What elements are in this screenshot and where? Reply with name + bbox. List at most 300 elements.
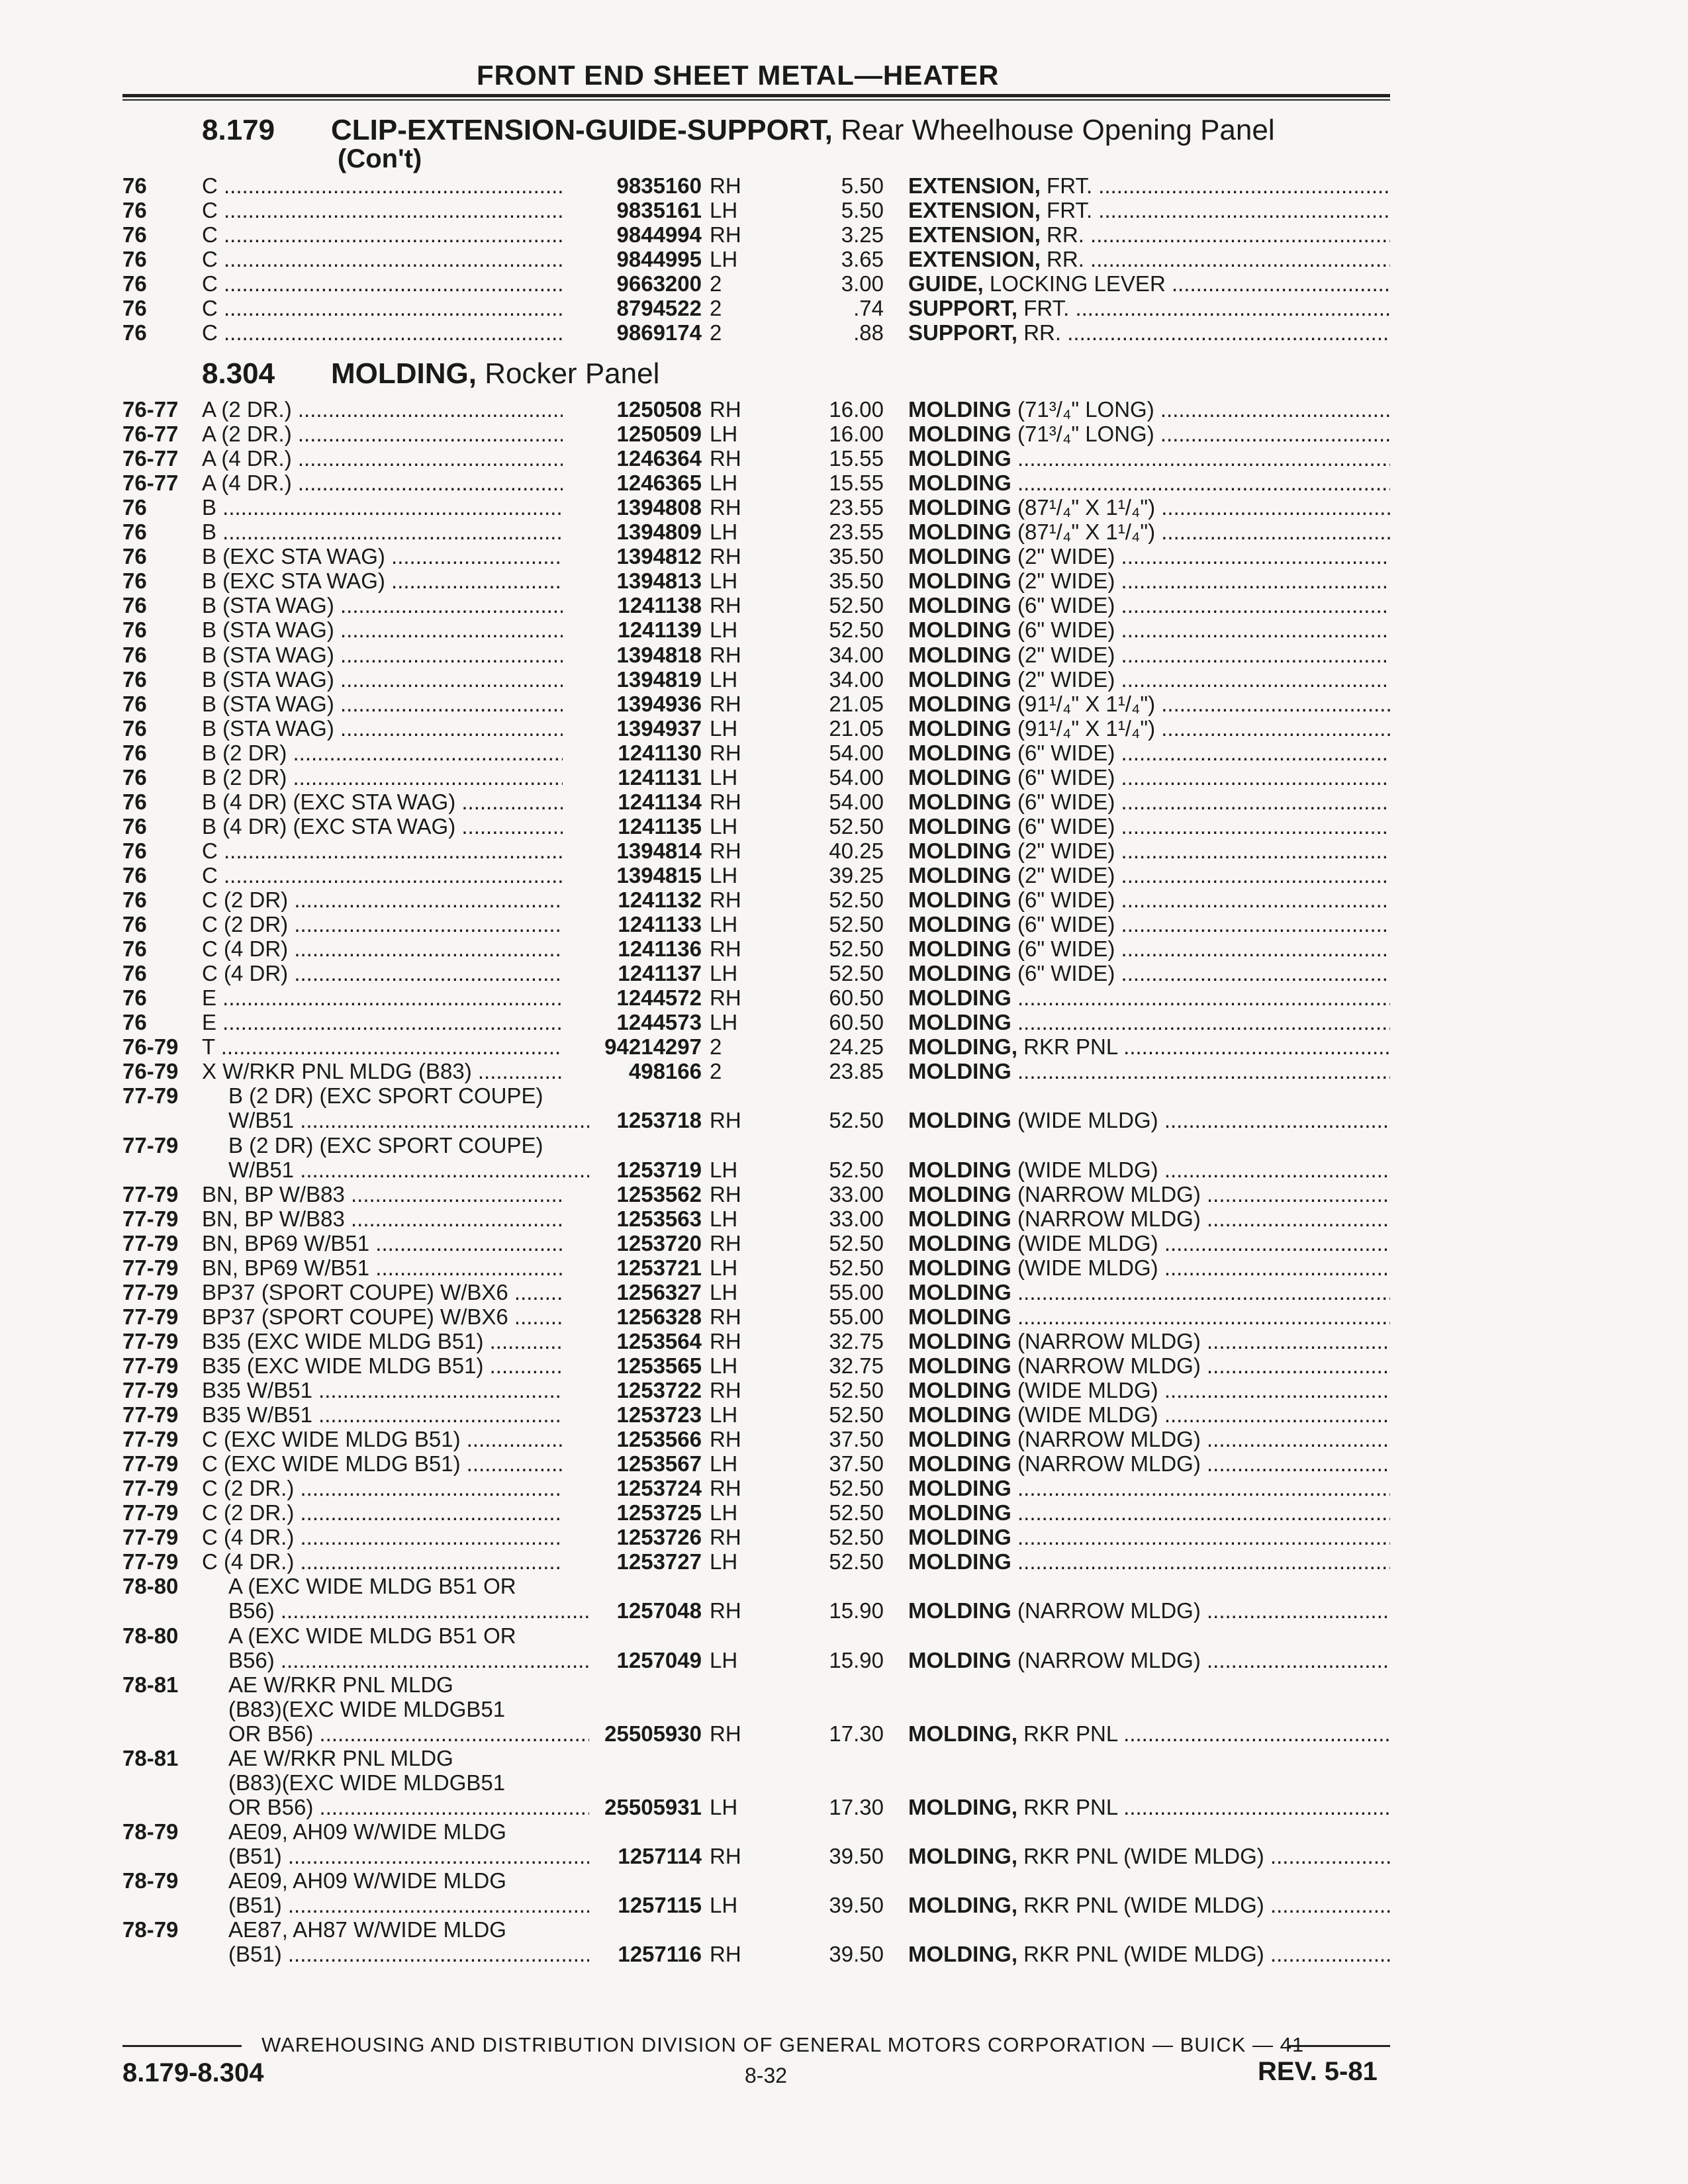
- footer-section-range: 8.179-8.304: [122, 2058, 264, 2087]
- description-main: MOLDING: [908, 740, 1011, 765]
- year-cell: 76: [122, 495, 147, 520]
- qty-cell: LH: [710, 1157, 738, 1182]
- description-cell: [908, 1648, 1390, 1672]
- price-cell: 52.50: [829, 1476, 884, 1501]
- description-cell: [908, 1010, 1390, 1034]
- table-row: [0, 222, 1688, 247]
- table-row: [0, 1329, 1688, 1353]
- model-cell: C (2 DR.) .....: [202, 1476, 563, 1500]
- description-detail: RR.: [1047, 247, 1084, 271]
- model-cell: C .....: [202, 173, 563, 198]
- model-cell: B35 (EXC WIDE MLDG B51) .....: [202, 1329, 563, 1353]
- price-cell: 39.25: [829, 862, 884, 887]
- description-main: MOLDING: [908, 764, 1011, 790]
- description-cell: [908, 198, 1390, 222]
- qty-cell: RH: [710, 740, 741, 765]
- year-cell: 77-79: [122, 1206, 179, 1231]
- model-cell: AE09, AH09 W/WIDE MLDG: [228, 1868, 506, 1893]
- part-number-cell: 1241138: [618, 593, 702, 618]
- description-main: MOLDING: [908, 593, 1011, 618]
- section-title: CLIP-EXTENSION-GUIDE-SUPPORT,: [331, 114, 833, 146]
- year-cell: 76: [122, 912, 147, 937]
- model-cell: C (EXC WIDE MLDG B51) .....: [202, 1427, 563, 1451]
- qty-cell: LH: [710, 1353, 738, 1378]
- table-row: [0, 1525, 1688, 1549]
- qty-cell: RH: [710, 495, 741, 520]
- price-cell: 34.00: [829, 666, 884, 692]
- description-main: MOLDING: [908, 715, 1011, 741]
- description-main: MOLDING: [908, 887, 1011, 912]
- year-cell: 77-79: [122, 1304, 179, 1329]
- table-row: [0, 1255, 1688, 1280]
- part-number-cell: 1253565: [616, 1353, 702, 1378]
- year-cell: 77-79: [122, 1451, 179, 1477]
- description-detail: RKR PNL: [1023, 1034, 1117, 1060]
- table-row: [0, 471, 1688, 495]
- description-main: MOLDING: [908, 642, 1011, 667]
- price-cell: 23.55: [829, 495, 884, 520]
- description-cell: [908, 1353, 1390, 1378]
- table-row: [0, 1844, 1688, 1868]
- description-main: MOLDING: [908, 1255, 1011, 1280]
- description-main: MOLDING: [908, 1598, 1011, 1623]
- description-cell: [908, 1231, 1390, 1255]
- qty-cell: LH: [710, 1893, 738, 1918]
- part-number-cell: 1253720: [616, 1230, 702, 1255]
- year-cell: 78-80: [122, 1574, 179, 1599]
- qty-cell: RH: [710, 222, 741, 247]
- price-cell: 5.50: [841, 173, 884, 198]
- part-number-cell: 1241137: [618, 961, 702, 986]
- model-cell: W/B51 .....: [202, 1108, 589, 1132]
- table-row: [0, 741, 1688, 765]
- table-row: [0, 765, 1688, 790]
- table-row: [0, 1623, 1688, 1648]
- price-cell: 39.50: [829, 1893, 884, 1918]
- price-cell: 3.00: [841, 271, 884, 296]
- description-cell: [908, 495, 1390, 520]
- table-row: [0, 397, 1688, 422]
- qty-cell: LH: [710, 1010, 738, 1035]
- year-cell: 76: [122, 296, 147, 320]
- model-cell: B (STA WAG) .....: [202, 667, 563, 692]
- year-cell: 76-79: [122, 1059, 179, 1084]
- qty-cell: LH: [710, 247, 738, 271]
- description-cell: [908, 985, 1390, 1010]
- table-row: [0, 1672, 1688, 1697]
- footer-division: WAREHOUSING AND DISTRIBUTION DIVISION OF GENERAL MOTORS CORPORATION — BUICK — 41: [261, 2033, 1305, 2056]
- section-number: 8.304: [202, 357, 275, 390]
- description-main: MOLDING,: [908, 1893, 1017, 1918]
- table-row: [0, 1893, 1688, 1917]
- price-cell: 3.25: [841, 222, 884, 247]
- model-cell: OR B56) .....: [202, 1721, 589, 1746]
- qty-cell: LH: [710, 1647, 738, 1672]
- model-cell: AE W/RKR PNL MLDG: [228, 1745, 453, 1770]
- qty-cell: RH: [710, 936, 741, 962]
- part-number-cell: 1253567: [616, 1451, 702, 1477]
- description-detail: RKR PNL (WIDE MLDG): [1023, 1843, 1264, 1868]
- part-number-cell: 1244573: [616, 1010, 702, 1035]
- price-cell: 33.00: [829, 1181, 884, 1206]
- table-row: [0, 1034, 1688, 1059]
- table-row: [0, 1598, 1688, 1623]
- table-row: [0, 1917, 1688, 1942]
- description-main: MOLDING: [908, 789, 1011, 814]
- year-cell: 76: [122, 1010, 147, 1035]
- qty-cell: LH: [710, 471, 738, 496]
- description-main: MOLDING: [908, 666, 1011, 692]
- part-number-cell: 1394814: [616, 838, 702, 863]
- description-main: MOLDING: [908, 862, 1011, 887]
- qty-cell: LH: [710, 1206, 738, 1231]
- part-number-cell: 1253721: [616, 1255, 702, 1280]
- part-number-cell: 1394818: [616, 642, 702, 667]
- description-detail: (2" WIDE): [1017, 838, 1115, 863]
- part-number-cell: 8794522: [616, 296, 702, 320]
- description-detail: (6" WIDE): [1017, 887, 1115, 912]
- part-number-cell: 1253722: [616, 1378, 702, 1402]
- description-main: MOLDING: [908, 1279, 1011, 1304]
- qty-cell: RH: [710, 985, 741, 1011]
- model-cell: C (2 DR) .....: [202, 887, 563, 912]
- year-cell: 78-80: [122, 1623, 179, 1648]
- table-row: [0, 247, 1688, 271]
- description-main: MOLDING: [908, 471, 1011, 496]
- table-row: [0, 1280, 1688, 1304]
- year-cell: 77-79: [122, 1378, 179, 1402]
- qty-cell: 2: [710, 1034, 722, 1060]
- description-main: MOLDING,: [908, 1843, 1017, 1868]
- price-cell: .74: [853, 296, 884, 320]
- table-row: [0, 912, 1688, 936]
- part-number-cell: 9835161: [616, 198, 702, 222]
- description-cell: [908, 320, 1390, 345]
- description-detail: (6" WIDE): [1017, 936, 1115, 962]
- description-detail: (NARROW MLDG): [1017, 1427, 1201, 1452]
- table-row: [0, 1083, 1688, 1108]
- table-row: [0, 320, 1688, 345]
- model-cell: (B83)(EXC WIDE MLDGB51: [228, 1770, 506, 1795]
- part-number-cell: 1253566: [616, 1427, 702, 1452]
- table-row: [0, 1868, 1688, 1893]
- model-cell: B35 W/B51 .....: [202, 1402, 563, 1427]
- description-main: MOLDING: [908, 446, 1011, 471]
- description-main: MOLDING: [908, 1181, 1011, 1206]
- table-row: [0, 1231, 1688, 1255]
- model-cell: C (4 DR.) .....: [202, 1549, 563, 1574]
- year-cell: 76-77: [122, 471, 179, 496]
- qty-cell: LH: [710, 1500, 738, 1525]
- price-cell: 37.50: [829, 1451, 884, 1477]
- qty-cell: LH: [710, 715, 738, 741]
- model-cell: C .....: [202, 296, 563, 320]
- description-main: MOLDING: [908, 1206, 1011, 1231]
- price-cell: 23.85: [829, 1059, 884, 1084]
- description-detail: (6" WIDE): [1017, 764, 1115, 790]
- part-number-cell: 25505930: [604, 1721, 702, 1746]
- part-number-cell: 1241139: [618, 617, 702, 643]
- price-cell: 52.50: [829, 936, 884, 962]
- description-main: MOLDING: [908, 1549, 1011, 1574]
- description-main: MOLDING: [908, 813, 1011, 839]
- price-cell: 52.50: [829, 593, 884, 618]
- description-cell: [908, 1304, 1390, 1329]
- table-row: [0, 520, 1688, 544]
- part-number-cell: 1241133: [618, 912, 702, 937]
- section-subtitle: Rocker Panel: [485, 357, 660, 390]
- description-detail: (6" WIDE): [1017, 912, 1115, 937]
- part-number-cell: 1241136: [618, 936, 702, 962]
- part-number-cell: 1394813: [616, 569, 702, 594]
- year-cell: 76: [122, 569, 147, 594]
- table-row: [0, 814, 1688, 839]
- model-cell: C (4 DR.) .....: [202, 1525, 563, 1549]
- description-cell: [908, 1795, 1390, 1819]
- qty-cell: RH: [710, 838, 741, 863]
- price-cell: 5.50: [841, 198, 884, 222]
- price-cell: 24.25: [829, 1034, 884, 1060]
- qty-cell: LH: [710, 1451, 738, 1477]
- table-row: [0, 1427, 1688, 1451]
- part-number-cell: 1253725: [616, 1500, 702, 1525]
- description-cell: [908, 1844, 1390, 1868]
- description-cell: [908, 471, 1390, 495]
- model-cell: (B51) .....: [202, 1844, 589, 1868]
- description-detail: (6" WIDE): [1017, 593, 1115, 618]
- qty-cell: RH: [710, 691, 741, 716]
- year-cell: 77-79: [122, 1255, 179, 1280]
- price-cell: 52.50: [829, 887, 884, 912]
- model-cell: A (EXC WIDE MLDG B51 OR: [228, 1574, 516, 1599]
- part-number-cell: 1253719: [616, 1157, 702, 1182]
- model-cell: B .....: [202, 495, 563, 520]
- qty-cell: RH: [710, 1427, 741, 1452]
- part-number-cell: 1246364: [616, 446, 702, 471]
- model-cell: B35 (EXC WIDE MLDG B51) .....: [202, 1353, 563, 1378]
- description-main: MOLDING: [908, 961, 1011, 986]
- qty-cell: LH: [710, 764, 738, 790]
- model-cell: B (EXC STA WAG) .....: [202, 544, 563, 569]
- description-cell: [908, 692, 1390, 716]
- part-number-cell: 1257049: [616, 1647, 702, 1672]
- table-row: [0, 593, 1688, 617]
- part-number-cell: 1394812: [616, 544, 702, 569]
- description-cell: [908, 961, 1390, 985]
- part-number-cell: 1253564: [616, 1328, 702, 1353]
- qty-cell: 2: [710, 271, 722, 296]
- part-number-cell: 1256328: [616, 1304, 702, 1329]
- year-cell: 78-79: [122, 1917, 179, 1942]
- model-cell: C (4 DR) .....: [202, 936, 563, 961]
- model-cell: T .....: [202, 1034, 563, 1059]
- model-cell: W/B51 .....: [202, 1158, 589, 1182]
- table-row: [0, 1476, 1688, 1500]
- description-main: MOLDING: [908, 1059, 1011, 1084]
- year-cell: 76: [122, 247, 147, 271]
- description-detail: FRT.: [1047, 173, 1093, 198]
- part-number-cell: 1394808: [616, 495, 702, 520]
- table-row: [0, 667, 1688, 692]
- qty-cell: LH: [710, 520, 738, 545]
- part-number-cell: 1244572: [616, 985, 702, 1011]
- model-cell: B (2 DR) (EXC SPORT COUPE): [228, 1132, 543, 1158]
- price-cell: 3.65: [841, 247, 884, 271]
- description-detail: (2" WIDE): [1017, 544, 1115, 569]
- table-row: [0, 1770, 1688, 1795]
- model-cell: (B51) .....: [202, 1942, 589, 1966]
- description-detail: (WIDE MLDG): [1017, 1402, 1158, 1428]
- description-detail: (2" WIDE): [1017, 666, 1115, 692]
- description-cell: [908, 1476, 1390, 1500]
- model-cell: C .....: [202, 198, 563, 222]
- year-cell: 78-81: [122, 1745, 179, 1770]
- description-detail: (71³/₄" LONG): [1017, 397, 1154, 422]
- table-row: [0, 1451, 1688, 1476]
- table-row: [0, 1206, 1688, 1231]
- part-number-cell: 1394809: [616, 520, 702, 545]
- part-number-cell: 1250509: [616, 422, 702, 447]
- model-cell: (B83)(EXC WIDE MLDGB51: [228, 1696, 506, 1721]
- description-main: MOLDING,: [908, 1034, 1017, 1060]
- qty-cell: LH: [710, 1549, 738, 1574]
- description-cell: [908, 1158, 1390, 1182]
- part-number-cell: 1253718: [616, 1108, 702, 1133]
- table-row: [0, 1402, 1688, 1427]
- price-cell: 52.50: [829, 617, 884, 643]
- description-main: MOLDING: [908, 985, 1011, 1011]
- description-detail: (WIDE MLDG): [1017, 1255, 1158, 1280]
- price-cell: 15.55: [829, 471, 884, 496]
- table-row: [0, 1500, 1688, 1525]
- price-cell: 52.50: [829, 1157, 884, 1182]
- table-row: [0, 271, 1688, 296]
- description-cell: [908, 271, 1390, 296]
- price-cell: 52.50: [829, 1108, 884, 1133]
- qty-cell: LH: [710, 569, 738, 594]
- part-number-cell: 1246365: [616, 471, 702, 496]
- description-cell: [908, 1893, 1390, 1917]
- qty-cell: LH: [710, 617, 738, 643]
- description-main: MOLDING: [908, 520, 1011, 545]
- description-main: EXTENSION,: [908, 222, 1041, 247]
- model-cell: B (STA WAG) .....: [202, 716, 563, 741]
- description-cell: [908, 643, 1390, 667]
- qty-cell: RH: [710, 1721, 741, 1746]
- year-cell: 76: [122, 222, 147, 247]
- price-cell: 35.50: [829, 569, 884, 594]
- price-cell: 52.50: [829, 1255, 884, 1280]
- description-cell: [908, 222, 1390, 247]
- table-row: [0, 1721, 1688, 1746]
- part-number-cell: 1257115: [618, 1893, 702, 1918]
- table-row: [0, 839, 1688, 863]
- model-cell: BN, BP W/B83 .....: [202, 1182, 563, 1206]
- price-cell: 52.50: [829, 1378, 884, 1402]
- model-cell: C .....: [202, 247, 563, 271]
- description-main: MOLDING: [908, 1402, 1011, 1428]
- part-number-cell: 25505931: [604, 1794, 702, 1819]
- description-main: SUPPORT,: [908, 296, 1018, 320]
- table-row: [0, 1648, 1688, 1672]
- price-cell: 54.00: [829, 789, 884, 814]
- year-cell: 76: [122, 715, 147, 741]
- description-main: MOLDING: [908, 1157, 1011, 1182]
- year-cell: 76: [122, 520, 147, 545]
- description-cell: [908, 1500, 1390, 1525]
- table-row: [0, 961, 1688, 985]
- year-cell: 76: [122, 740, 147, 765]
- description-main: MOLDING: [908, 1010, 1011, 1035]
- table-row: [0, 1158, 1688, 1182]
- year-cell: 76: [122, 887, 147, 912]
- qty-cell: RH: [710, 446, 741, 471]
- description-main: MOLDING: [908, 1304, 1011, 1329]
- description-main: MOLDING: [908, 569, 1011, 594]
- description-main: MOLDING: [908, 1378, 1011, 1402]
- model-cell: B (2 DR) .....: [202, 765, 563, 790]
- model-cell: C .....: [202, 863, 563, 887]
- price-cell: 52.50: [829, 1230, 884, 1255]
- description-main: MOLDING: [908, 936, 1011, 962]
- description-detail: (2" WIDE): [1017, 642, 1115, 667]
- part-number-cell: 1241130: [618, 740, 702, 765]
- year-cell: 76: [122, 936, 147, 962]
- part-number-cell: 9663200: [616, 271, 702, 296]
- description-detail: RR.: [1047, 222, 1084, 247]
- description-main: MOLDING: [908, 544, 1011, 569]
- table-row: [0, 1010, 1688, 1034]
- model-cell: C (EXC WIDE MLDG B51) .....: [202, 1451, 563, 1476]
- model-cell: B (2 DR) (EXC SPORT COUPE): [228, 1083, 543, 1109]
- year-cell: 77-79: [122, 1476, 179, 1501]
- part-number-cell: 1253727: [616, 1549, 702, 1574]
- description-main: EXTENSION,: [908, 247, 1041, 271]
- description-detail: (WIDE MLDG): [1017, 1108, 1158, 1133]
- table-row: [0, 1133, 1688, 1158]
- year-cell: 77-79: [122, 1083, 179, 1109]
- table-row: [0, 985, 1688, 1010]
- qty-cell: LH: [710, 813, 738, 839]
- part-number-cell: 1257114: [618, 1843, 702, 1868]
- description-main: MOLDING: [908, 691, 1011, 716]
- year-cell: 77-79: [122, 1181, 179, 1206]
- model-cell: B (2 DR) .....: [202, 741, 563, 765]
- table-row: [0, 544, 1688, 569]
- price-cell: 52.50: [829, 813, 884, 839]
- description-main: MOLDING: [908, 1525, 1011, 1550]
- price-cell: 21.05: [829, 715, 884, 741]
- section-heading-8-304: [202, 357, 659, 390]
- price-cell: 32.75: [829, 1353, 884, 1378]
- year-cell: 76-79: [122, 1034, 179, 1060]
- model-cell: C (2 DR) .....: [202, 912, 563, 936]
- year-cell: 78-79: [122, 1819, 179, 1844]
- table-row: [0, 1697, 1688, 1721]
- price-cell: 60.50: [829, 1010, 884, 1035]
- part-number-cell: 9844995: [616, 247, 702, 271]
- qty-cell: RH: [710, 1378, 741, 1402]
- qty-cell: RH: [710, 173, 741, 198]
- model-cell: BN, BP W/B83 .....: [202, 1206, 563, 1231]
- qty-cell: RH: [710, 1843, 741, 1868]
- year-cell: 76: [122, 593, 147, 618]
- model-cell: C (4 DR) .....: [202, 961, 563, 985]
- part-number-cell: 1253726: [616, 1525, 702, 1550]
- description-cell: [908, 397, 1390, 422]
- model-cell: B (EXC STA WAG) .....: [202, 569, 563, 593]
- price-cell: 52.50: [829, 1525, 884, 1550]
